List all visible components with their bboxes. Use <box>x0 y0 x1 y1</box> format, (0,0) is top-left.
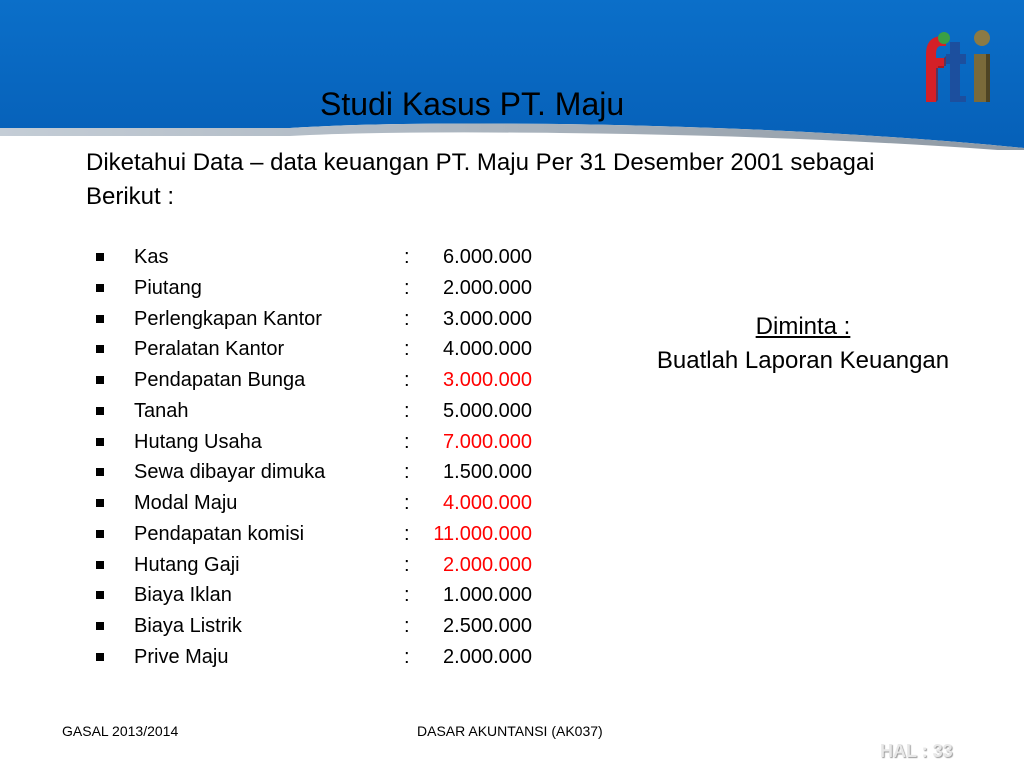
bullet-icon <box>96 653 104 661</box>
page-number: HAL : 33 <box>880 741 953 761</box>
item-value: 5.000.000 <box>443 399 532 422</box>
request-block <box>628 310 978 378</box>
bullet-icon <box>96 315 104 323</box>
bullet-icon <box>96 561 104 569</box>
bullet-icon <box>96 345 104 353</box>
item-label: Piutang <box>134 276 202 299</box>
item-separator: : <box>404 276 410 299</box>
item-label: Tanah <box>134 399 189 422</box>
item-value: 2.000.000 <box>443 645 532 668</box>
item-value: 3.000.000 <box>443 307 532 330</box>
bullet-icon <box>96 499 104 507</box>
item-separator: : <box>404 338 410 361</box>
bullet-icon <box>96 253 104 261</box>
item-label: Hutang Usaha <box>134 430 262 453</box>
item-label: Biaya Iklan <box>134 584 232 607</box>
item-value: 7.000.000 <box>443 430 532 453</box>
item-value: 2.000.000 <box>443 276 532 299</box>
request-text: Buatlah Laporan Keuangan <box>656 347 950 374</box>
bullet-icon <box>96 530 104 538</box>
fti-logo-icon <box>918 24 1000 104</box>
item-separator: : <box>404 553 410 576</box>
item-label: Hutang Gaji <box>134 553 240 576</box>
bullet-icon <box>96 438 104 446</box>
item-label: Peralatan Kantor <box>134 338 285 361</box>
slide-title: Studi Kasus PT. Maju <box>320 86 625 122</box>
item-separator: : <box>404 645 410 668</box>
item-label: Sewa dibayar dimuka <box>134 461 326 484</box>
bullet-icon <box>96 284 104 292</box>
item-label: Prive Maju <box>134 645 229 668</box>
item-label: Kas <box>134 246 169 268</box>
item-value: 6.000.000 <box>443 246 532 268</box>
item-separator: : <box>404 461 410 484</box>
bullet-icon <box>96 591 104 599</box>
bullet-icon <box>96 622 104 630</box>
item-value: 2.000.000 <box>443 553 532 576</box>
item-value: 3.000.000 <box>443 369 532 391</box>
item-separator: : <box>404 615 410 637</box>
item-label: Perlengkapan Kantor <box>134 307 322 330</box>
footer-course: DASAR AKUNTANSI (AK037) <box>417 723 603 739</box>
bullet-icon <box>96 376 104 384</box>
item-separator: : <box>404 399 410 422</box>
item-value: 1.000.000 <box>443 584 532 607</box>
item-value: 11.000.000 <box>433 522 532 545</box>
item-value: 1.500.000 <box>443 461 532 484</box>
item-separator: : <box>404 522 410 545</box>
item-separator: : <box>404 369 410 391</box>
intro-text: Diketahui Data – data keuangan PT. Maju Per 31 Desember 2001 sebagai Berikut : <box>86 149 875 210</box>
bullet-icon <box>96 468 104 476</box>
item-label: Modal Maju <box>134 492 238 514</box>
item-value: 4.000.000 <box>443 338 532 361</box>
item-value: 4.000.000 <box>443 492 532 514</box>
request-heading: Diminta : <box>755 313 851 340</box>
item-label: Biaya Listrik <box>134 615 242 637</box>
item-separator: : <box>404 584 410 607</box>
item-separator: : <box>404 307 410 330</box>
footer-semester: GASAL 2013/2014 <box>62 723 179 739</box>
item-label: Pendapatan Bunga <box>134 369 306 391</box>
item-value: 2.500.000 <box>443 615 532 637</box>
header-band <box>0 0 1024 150</box>
item-separator: : <box>404 430 410 453</box>
item-separator: : <box>404 492 410 514</box>
item-separator: : <box>404 246 410 268</box>
item-label: Pendapatan komisi <box>134 522 305 545</box>
bullet-icon <box>96 407 104 415</box>
